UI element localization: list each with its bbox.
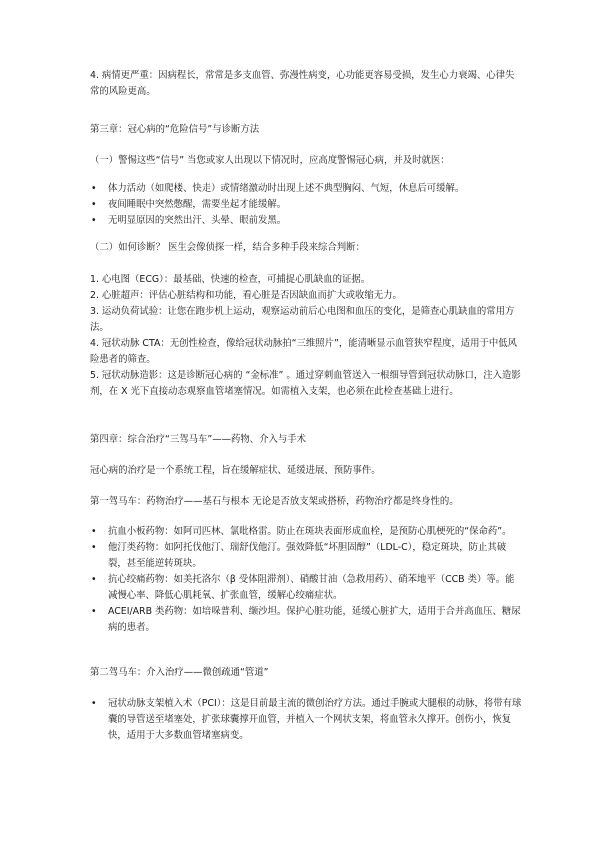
list-item: • 体力活动（如爬楼、快走）或情绪激动时出现上述不典型胸闷、气短，休息后可缓解。	[90, 181, 522, 197]
diagnosis-list	[90, 272, 522, 400]
list-item: • 抗心绞痛药物：如美托洛尔（β 受体阻滞剂）、硝酸甘油（急救用药）、硝苯地平（CCB 类）等。能减慢心率、降低心肌耗氧、扩张血管，缓解心绞痛症状。	[91, 574, 515, 601]
carriage-2-heading: 第二驾马车：介入治疗——微创疏通“管道”	[90, 667, 269, 678]
list-item: 5. 冠状动脉造影：这是诊断冠心病的 “金标准” 。通过穿刺血管送入一根细导管到冠状动脉口，注入造影剂，在 X 光下直接动态观察血管堵塞情况。如需植入支架，也必须在此检查基础上进行。	[90, 370, 521, 397]
list-item: • 他汀类药物：如阿托伐他汀、瑞舒伐他汀。强效降低“坏胆固醇”（LDL-C），稳定斑块，防止其破裂，甚至能逆转斑块。	[91, 542, 507, 569]
list-item: 2. 心脏超声：评估心脏结构和功能，看心脏是否因缺血而扩大或收缩无力。	[90, 290, 402, 301]
list-item: 1. 心电图（ECG）：最基础、快速的检查，可捕捉心肌缺血的证据。	[90, 274, 371, 285]
list-item-4: 4. 病情更严重：因病程长，常常是多支血管、弥漫性病变，心功能更容易受损，发生心力衰竭、心律失常的风险更高。	[90, 70, 515, 97]
drug-list	[90, 524, 522, 636]
list-item: • ACEI/ARB 类药物：如培哚普利、缬沙坦。保护心脏功能，延缓心脏扩大，适用于合并高血压、糖尿病的患者。	[91, 606, 521, 633]
list-item: 3. 运动负荷试验：让您在跑步机上运动，观察运动前后心电图和血压的变化，是筛查心肌缺血的常用方法。	[90, 306, 515, 333]
section-warning-heading: （一）警惕这些“信号” 当您或家人出现以下情况时，应高度警惕冠心病，并及时就医：	[90, 155, 450, 166]
bullet-icon: •	[91, 183, 97, 194]
list-item: • 抗血小板药物：如阿司匹林、氯吡格雷。防止在斑块表面形成血栓，是预防心肌梗死的“保命药”。	[90, 524, 522, 540]
bullet-icon: •	[91, 698, 97, 709]
carriage-1-heading: 第一驾马车：药物治疗——基石与根本 无论是否放支架或搭桥，药物治疗都是终身性的。	[90, 496, 459, 507]
pci-list	[90, 696, 522, 744]
chapter-4-heading: 第四章：综合治疗“三驾马车”——药物、介入与手术	[90, 434, 306, 445]
chapter-3-heading: 第三章：冠心病的“危险信号”与诊断方法	[90, 124, 260, 135]
bullet-icon: •	[91, 542, 97, 553]
list-item: 4. 冠状动脉 CTA：无创性检查，像给冠状动脉拍“三维照片”，能清晰显示血管狭窄程度，适用于中低风险患者的筛查。	[90, 338, 517, 365]
list-item: • 夜间睡眠中突然憋醒，需要坐起才能缓解。	[90, 197, 522, 213]
bullet-icon: •	[91, 606, 97, 617]
treatment-intro: 冠心病的治疗是一个系统工程，旨在缓解症状、延缓进展、预防事件。	[90, 465, 381, 476]
list-item: • 冠状动脉支架植入术（PCI）：这是目前最主流的微创治疗方法。通过手腕或大腿根的动脉，将带有球囊的导管送至堵塞处，扩张球囊撑开血管，并植入一个网状支架，将血管永久撑开。创伤小，恢复快，适用于大多数血管堵塞病变。	[91, 698, 522, 741]
bullet-icon: •	[91, 574, 97, 585]
bullet-icon: •	[91, 199, 97, 210]
bullet-icon: •	[91, 215, 97, 226]
list-item: • 无明显原因的突然出汗、头晕、眼前发黑。	[90, 213, 522, 229]
warning-signs-list	[90, 181, 522, 229]
section-diagnosis-heading: （二）如何诊断？ 医生会像侦探一样，结合多种手段来综合判断：	[90, 242, 365, 253]
bullet-icon: •	[91, 526, 97, 537]
